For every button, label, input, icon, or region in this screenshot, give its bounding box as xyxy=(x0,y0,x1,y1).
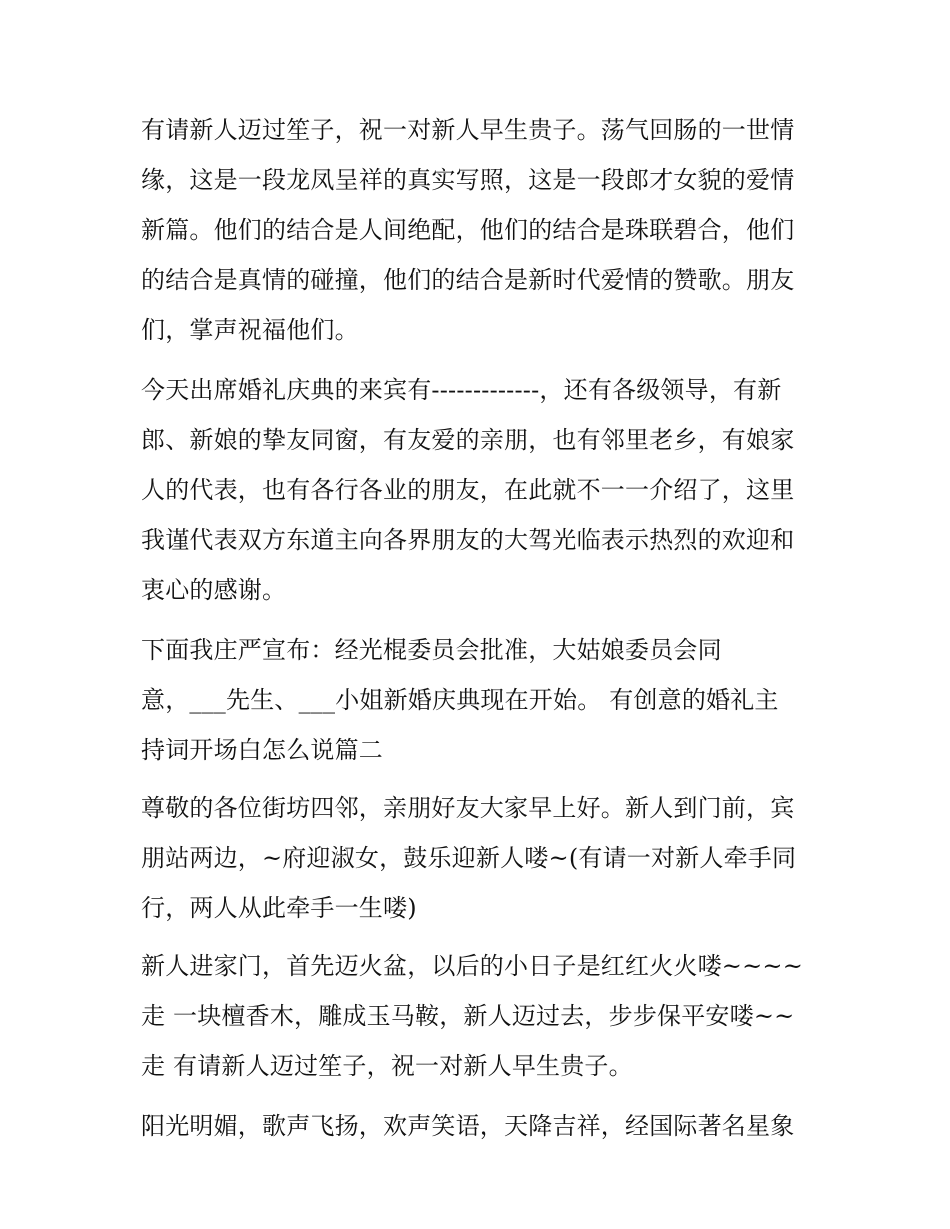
text-line: 阳光明媚，歌声飞扬，欢声笑语，天降吉祥，经国际著名星象 xyxy=(141,1112,795,1140)
paragraph-5 xyxy=(141,941,821,1091)
text-line: 意，___先生、___小姐新婚庆典现在开始。 有创意的婚礼主 xyxy=(141,686,779,714)
text-line: 朋站两边，~府迎淑女，鼓乐迎新人喽~(有请一对新人牵手同 xyxy=(141,844,797,872)
document-page xyxy=(141,105,821,1159)
paragraph-1 xyxy=(141,105,821,355)
text-line: 们，掌声祝福他们。 xyxy=(141,316,359,344)
text-line: 郎、新娘的挚友同窗，有友爱的亲朋，也有邻里老乡，有娘家 xyxy=(141,426,795,454)
text-line: 的结合是真情的碰撞，他们的结合是新时代爱情的赞歌。朋友 xyxy=(141,266,795,294)
text-line: 行，两人从此牵手一生喽) xyxy=(141,894,417,922)
paragraph-2 xyxy=(141,365,821,615)
paragraph-6 xyxy=(141,1101,821,1151)
text-line: 人的代表，也有各行各业的朋友，在此就不一一介绍了，这里 xyxy=(141,476,795,504)
paragraph-4 xyxy=(141,783,821,933)
section-heading: 持词开场白怎么说篇二 xyxy=(141,736,383,764)
text-line: 衷心的感谢。 xyxy=(141,576,287,604)
paragraph-3 xyxy=(141,625,821,775)
text-line: 下面我庄严宣布：经光棍委员会批准，大姑娘委员会同 xyxy=(141,636,722,664)
text-line: 走 有请新人迈过笙子，祝一对新人早生贵子。 xyxy=(141,1052,633,1080)
text-line: 新篇。他们的结合是人间绝配，他们的结合是珠联碧合，他们 xyxy=(141,216,795,244)
text-line: 新人进家门，首先迈火盆，以后的小日子是红红火火喽~~~~ xyxy=(141,952,804,980)
text-line: 有请新人迈过笙子，祝一对新人早生贵子。荡气回肠的一世情 xyxy=(141,116,795,144)
text-line: 今天出席婚礼庆典的来宾有-------------，还有各级领导，有新 xyxy=(141,376,782,404)
text-line: 走 一块檀香木，雕成玉马鞍，新人迈过去，步步保平安喽~~ xyxy=(141,1002,795,1030)
text-line: 缘，这是一段龙凤呈祥的真实写照，这是一段郎才女貌的爱情 xyxy=(141,166,795,194)
text-line: 我谨代表双方东道主向各界朋友的大驾光临表示热烈的欢迎和 xyxy=(141,526,795,554)
text-line: 尊敬的各位街坊四邻，亲朋好友大家早上好。新人到门前，宾 xyxy=(141,794,795,822)
